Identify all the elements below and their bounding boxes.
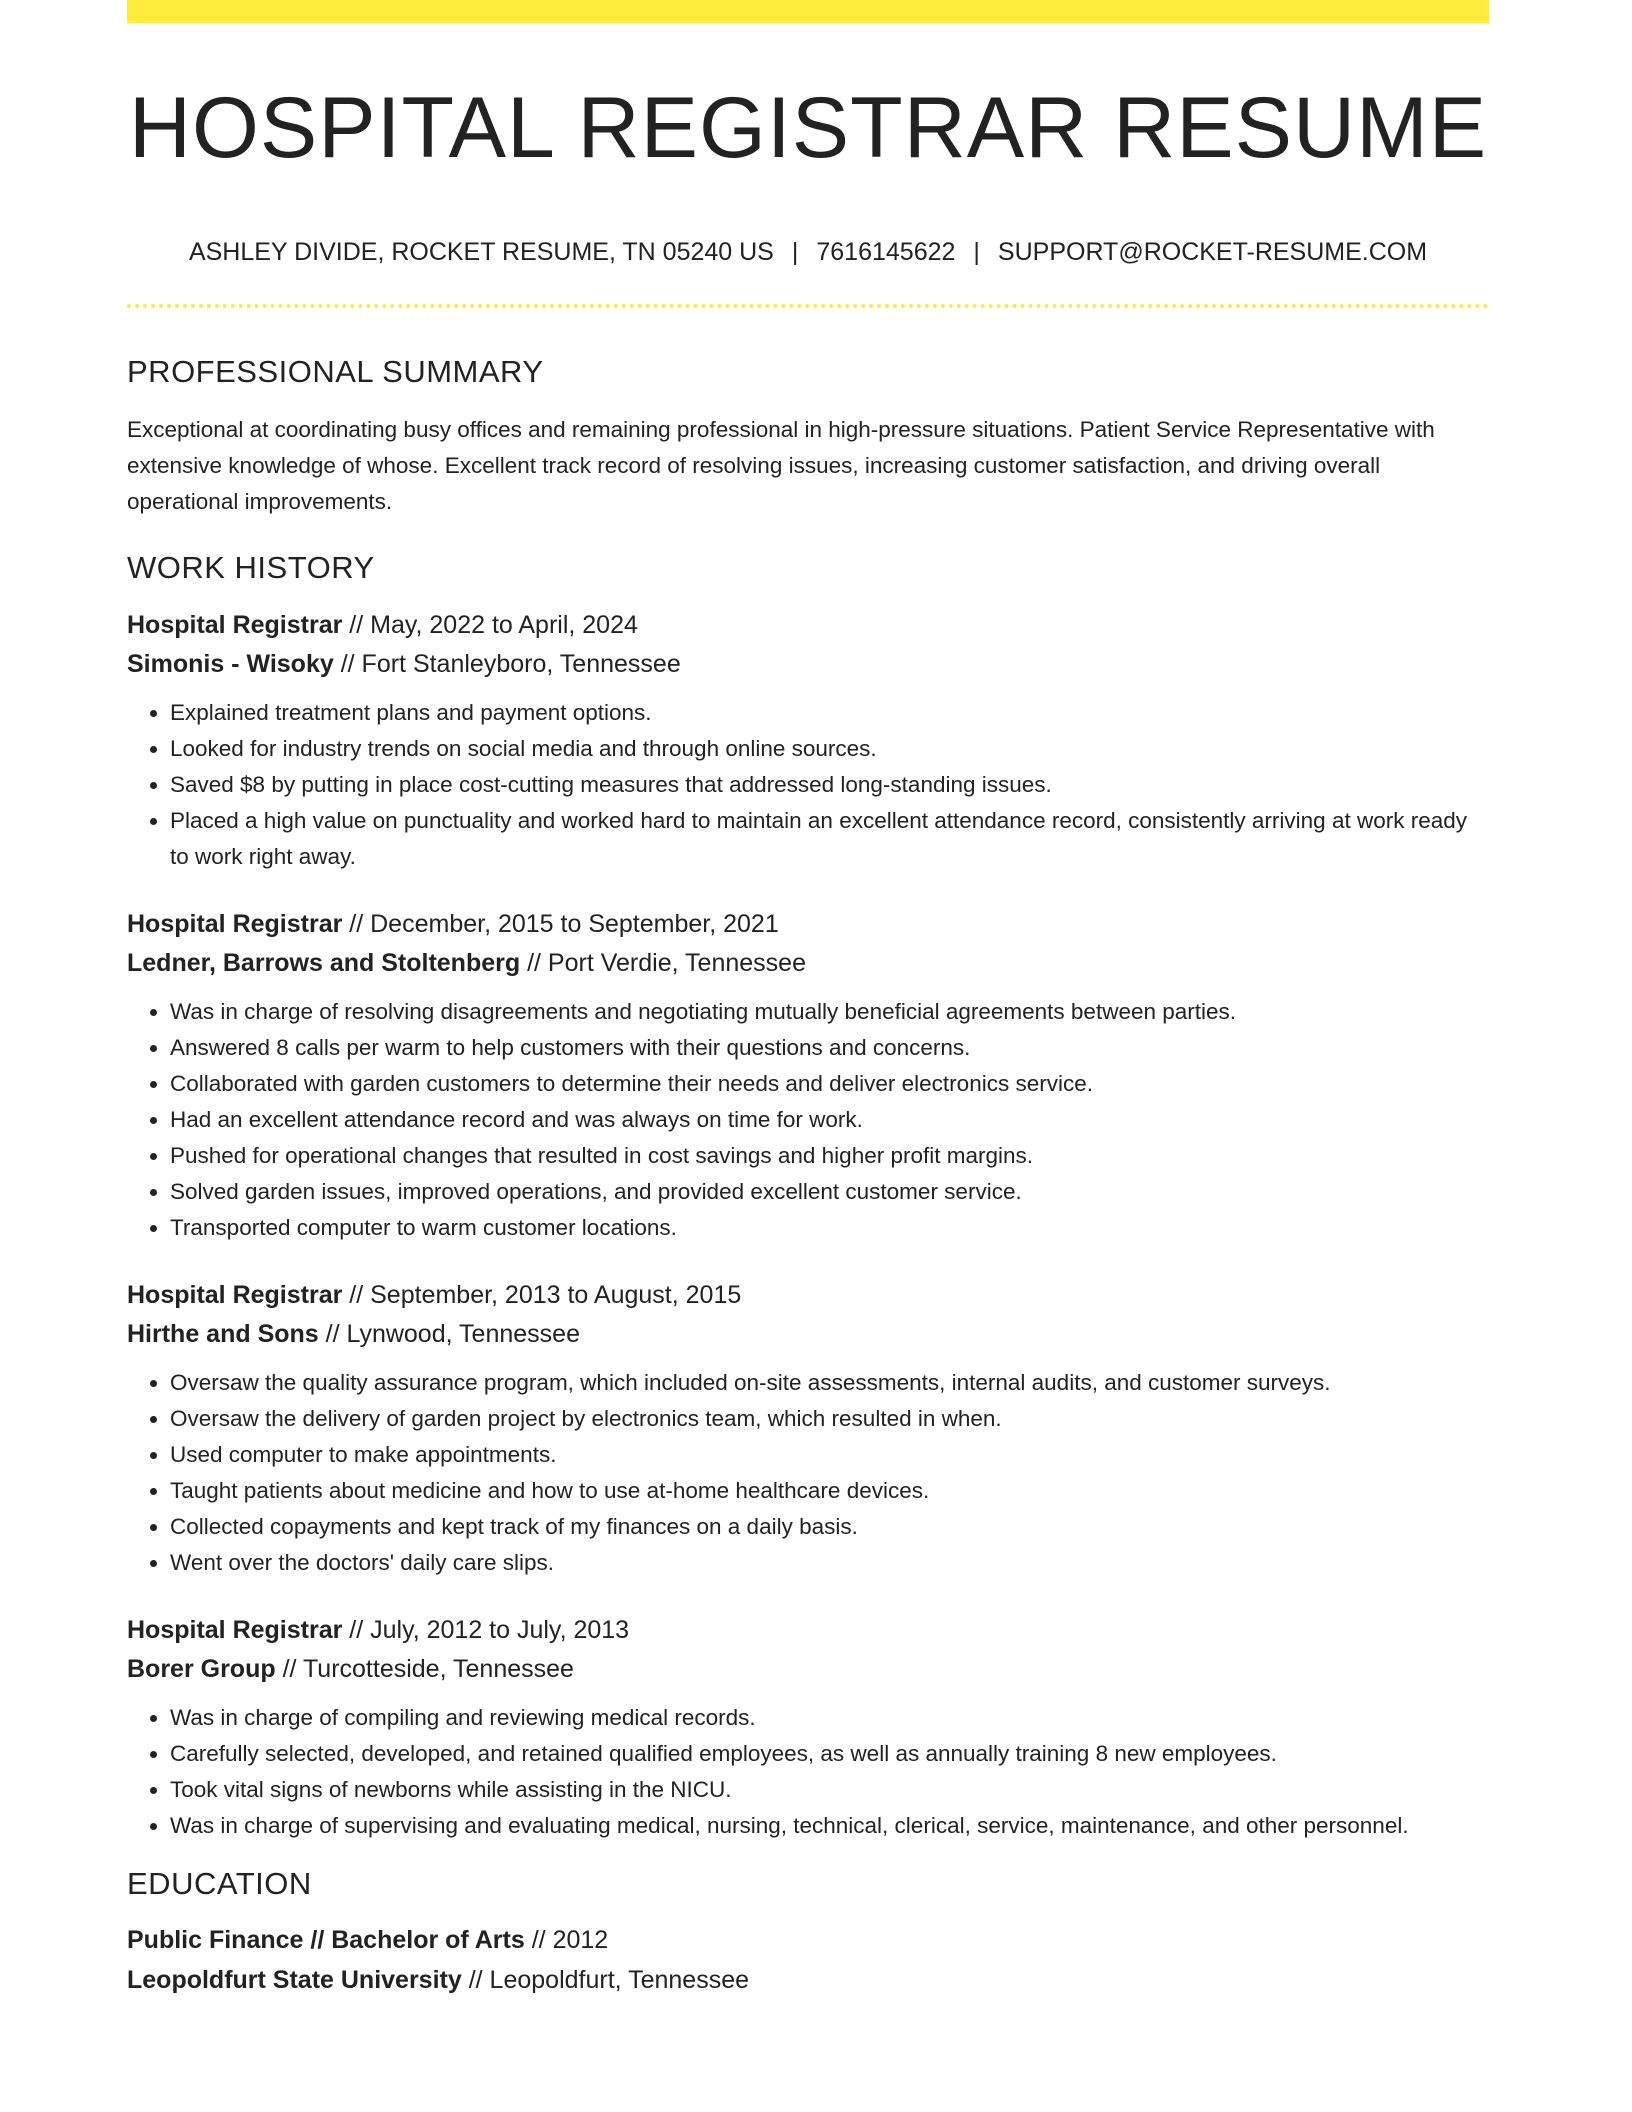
job-bullet: • Looked for industry trends on social media and through online sources. <box>170 731 1489 767</box>
job-dates: // July, 2012 to July, 2013 <box>342 1616 630 1644</box>
job-bullet: • Placed a high value on punctuality and worked hard to maintain an excellent attendance record, consistently arriving at work ready to work right away. <box>170 803 1489 875</box>
job-bullet: • Went over the doctors' daily care slips. <box>170 1545 1489 1581</box>
job-entry <box>127 606 1489 875</box>
resume-title: HOSPITAL REGISTRAR RESUME <box>128 80 1488 176</box>
job-company-line <box>127 944 1489 983</box>
contact-line <box>127 234 1489 270</box>
job-dates: // September, 2013 to August, 2015 <box>342 1281 742 1309</box>
job-dates: // December, 2015 to September, 2021 <box>342 910 779 938</box>
job-bullet: • Oversaw the delivery of garden project by electronics team, which resulted in when. <box>170 1401 1489 1437</box>
contact-email: SUPPORT@ROCKET-RESUME.COM <box>997 238 1428 266</box>
job-entry <box>127 1611 1489 1844</box>
job-bullets <box>127 695 1489 875</box>
job-location: // Lynwood, Tennessee <box>318 1319 580 1348</box>
job-dates: // May, 2022 to April, 2024 <box>342 611 638 639</box>
summary-heading: PROFESSIONAL SUMMARY <box>127 354 544 389</box>
contact-phone: 7616145622 <box>816 238 956 266</box>
resume-body <box>127 352 1489 2000</box>
job-bullet: • Was in charge of supervising and evaluating medical, nursing, technical, clerical, service, maintenance, and other personnel. <box>170 1808 1489 1844</box>
job-title-line <box>127 1276 1489 1315</box>
job-bullet: • Carefully selected, developed, and retained qualified employees, as well as annually training 8 new employees. <box>170 1736 1489 1772</box>
job-company-line <box>127 1650 1489 1689</box>
job-title: Hospital Registrar <box>127 910 343 938</box>
education-year: // 2012 <box>524 1926 609 1954</box>
job-company: Ledner, Barrows and Stoltenberg <box>127 948 521 977</box>
education-school-line <box>127 1960 1489 2000</box>
education-section <box>127 1864 1489 2000</box>
summary-section <box>127 352 1489 520</box>
job-title: Hospital Registrar <box>127 1616 343 1644</box>
education-degree: Public Finance // Bachelor of Arts <box>127 1926 525 1954</box>
job-company: Simonis - Wisoky <box>127 649 334 678</box>
top-accent-bar <box>127 0 1489 23</box>
job-title: Hospital Registrar <box>127 1281 343 1309</box>
contact-separator: | <box>973 238 980 266</box>
education-location: // Leopoldfurt, Tennessee <box>461 1966 750 1994</box>
education-degree-line <box>127 1920 1489 1960</box>
job-bullet: • Transported computer to warm customer locations. <box>170 1210 1489 1246</box>
job-bullet: • Took vital signs of newborns while assisting in the NICU. <box>170 1772 1489 1808</box>
job-bullet: • Taught patients about medicine and how to use at-home healthcare devices. <box>170 1473 1489 1509</box>
job-bullet: • Explained treatment plans and payment options. <box>170 695 1489 731</box>
job-company-line <box>127 645 1489 684</box>
contact-address: ASHLEY DIVIDE, ROCKET RESUME, TN 05240 US <box>188 238 774 266</box>
job-company-line <box>127 1315 1489 1354</box>
education-heading: EDUCATION <box>127 1866 312 1901</box>
job-bullets <box>127 1700 1489 1844</box>
summary-text: Exceptional at coordinating busy offices and remaining professional in high-pressure situations. Patient Service Representative with extensive knowledge of whose. Excellent track record of resolving issues, increasing customer satisfaction, and driving overall operational improvements. <box>127 417 1435 514</box>
job-title: Hospital Registrar <box>127 611 343 639</box>
education-school: Leopoldfurt State University <box>127 1966 462 1994</box>
job-bullet: • Collected copayments and kept track of my finances on a daily basis. <box>170 1509 1489 1545</box>
job-bullet: • Was in charge of resolving disagreements and negotiating mutually beneficial agreements between parties. <box>170 994 1489 1030</box>
job-bullet: • Pushed for operational changes that resulted in cost savings and higher profit margins. <box>170 1138 1489 1174</box>
job-bullet: • Saved $8 by putting in place cost-cutting measures that addressed long-standing issues. <box>170 767 1489 803</box>
job-location: // Fort Stanleyboro, Tennessee <box>333 649 681 678</box>
job-bullets <box>127 1365 1489 1581</box>
job-company: Hirthe and Sons <box>127 1319 319 1348</box>
job-bullet: • Answered 8 calls per warm to help customers with their questions and concerns. <box>170 1030 1489 1066</box>
job-location: // Turcotteside, Tennessee <box>275 1654 574 1683</box>
job-bullet: • Was in charge of compiling and reviewing medical records. <box>170 1700 1489 1736</box>
job-bullet: • Had an excellent attendance record and was always on time for work. <box>170 1102 1489 1138</box>
job-title-line <box>127 1611 1489 1650</box>
header-divider <box>127 304 1489 308</box>
job-bullet: • Solved garden issues, improved operations, and provided excellent customer service. <box>170 1174 1489 1210</box>
job-company: Borer Group <box>127 1654 276 1683</box>
job-bullets <box>127 994 1489 1246</box>
job-location: // Port Verdie, Tennessee <box>520 948 806 977</box>
job-bullet: • Collaborated with garden customers to determine their needs and deliver electronics service. <box>170 1066 1489 1102</box>
job-bullet: • Oversaw the quality assurance program, which included on-site assessments, internal audits, and customer surveys. <box>170 1365 1489 1401</box>
job-entry <box>127 1276 1489 1581</box>
job-bullet: • Used computer to make appointments. <box>170 1437 1489 1473</box>
work-history-section <box>127 548 1489 1844</box>
work-history-heading: WORK HISTORY <box>127 550 375 585</box>
contact-separator: | <box>791 238 799 266</box>
job-entry <box>127 905 1489 1246</box>
job-title-line <box>127 905 1489 944</box>
job-title-line <box>127 606 1489 645</box>
